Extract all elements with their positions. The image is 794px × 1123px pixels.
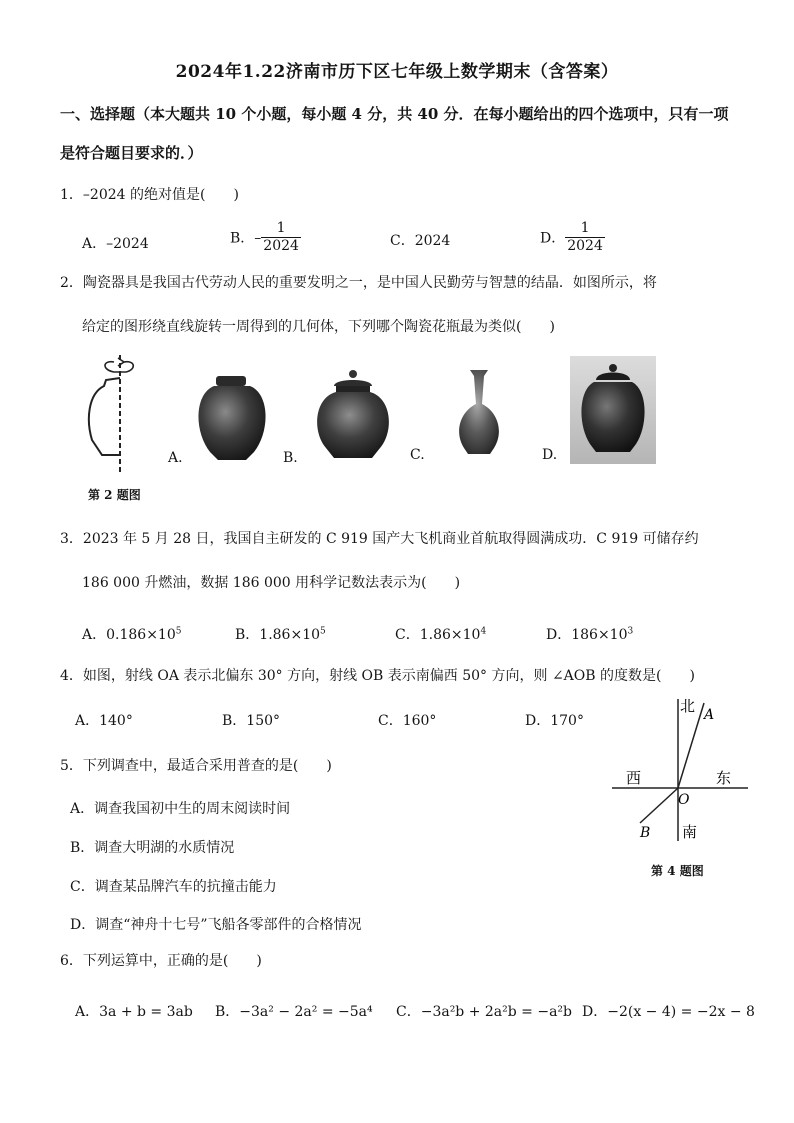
q5-stem: 5．下列调查中，最适合采用普查的是( ) [60, 758, 332, 774]
q5-option-a: A．调查我国初中生的周末阅读时间 [70, 801, 291, 817]
q1-option-c: C．2024 [390, 233, 451, 249]
q2-rotation-figure [80, 350, 140, 475]
fraction-numerator: 1 [580, 220, 590, 236]
q4-option-c: C．160° [378, 713, 437, 729]
q3-stem-line1: 3．2023 年 5 月 28 日，我国自主研发的 C 919 国产大飞机商业首航取得圆满成功．C 919 可储存约 [60, 531, 699, 547]
q6-option-b: B．−3a² − 2a² = −5a⁴ [215, 1004, 373, 1020]
ray-ob [640, 788, 678, 823]
q5-option-c: C．调查某品牌汽车的抗撞击能力 [70, 879, 277, 895]
q1-stem: 1．–2024 的绝对值是( ) [60, 187, 239, 203]
q3-option-b-base: B．1.86×10 [235, 627, 321, 643]
q1-option-b-fraction [261, 220, 301, 255]
q2-option-c: C. [410, 447, 425, 463]
q5-option-d: D．调查“神舟十七号”飞船各零部件的合格情况 [70, 917, 362, 933]
fraction-denominator: 2024 [263, 238, 299, 254]
label-b: B [640, 825, 651, 841]
q1-option-a: A．–2024 [82, 236, 149, 252]
south-label: 南 [682, 823, 698, 841]
section-header-line1: 一、选择题（本大题共 10 个小题，每小题 4 分，共 40 分．在每小题给出的四个选项中，只有一项 [60, 105, 729, 123]
q4-figure-caption: 第 4 题图 [651, 864, 704, 878]
west-label: 西 [626, 769, 642, 787]
q3-option-a [82, 624, 181, 644]
ray-oa [678, 703, 704, 788]
north-label: 北 [680, 697, 696, 715]
q6-option-c: C．−3a²b + 2a²b = −a²b [396, 1004, 573, 1020]
q4-stem: 4．如图，射线 OA 表示北偏东 30° 方向，射线 OB 表示南偏西 50° 方向，则 ∠AOB 的度数是( ) [60, 668, 695, 684]
q1-option-b [230, 220, 301, 255]
vase-a-image [192, 372, 272, 464]
q2-stem-line2: 给定的图形绕直线旋转一周得到的几何体，下列哪个陶瓷花瓶最为类似( ) [82, 319, 555, 335]
east-label: 东 [716, 769, 732, 787]
q5-option-b: B．调查大明湖的水质情况 [70, 840, 235, 856]
q2-stem-line1: 2．陶瓷器具是我国古代劳动人民的重要发明之一，是中国人民勤劳与智慧的结晶．如图所示，将 [60, 275, 657, 291]
fraction-numerator: 1 [276, 220, 286, 236]
q3-option-c-exponent: 4 [480, 626, 487, 637]
q1-option-d-fraction [565, 220, 605, 255]
q3-option-d-base: D．186×10 [546, 627, 628, 643]
fraction-denominator: 2024 [567, 238, 603, 254]
q4-option-a: A．140° [75, 713, 133, 729]
q1-option-b-prefix: B．– [230, 230, 262, 247]
q3-stem-line2: 186 000 升燃油，数据 186 000 用科学记数法表示为( ) [82, 575, 461, 591]
vase-c-image [448, 368, 510, 460]
q3-option-d-exponent: 3 [627, 626, 634, 637]
vase-b-image [312, 370, 394, 464]
q4-option-b: B．150° [222, 713, 281, 729]
q2-option-d: D. [542, 447, 558, 463]
q6-stem: 6．下列运算中，正确的是( ) [60, 953, 262, 969]
q3-option-c-base: C．1.86×10 [395, 627, 481, 643]
q1-option-d [540, 220, 605, 255]
q1-option-d-prefix: D． [540, 230, 566, 247]
q3-option-b-exponent: 5 [320, 626, 326, 637]
q2-option-a: A. [168, 450, 183, 466]
q6-option-a: A．3a + b = 3ab [75, 1004, 193, 1020]
q6-option-d: D．−2(x − 4) = −2x − 8 [582, 1004, 755, 1020]
document-title: 2024年1.22济南市历下区七年级上数学期末（含答案） [175, 62, 619, 82]
q3-option-c [395, 624, 486, 644]
vase-d-image [570, 356, 656, 464]
q2-option-b: B. [283, 450, 298, 466]
q3-option-a-base: A．0.186×10 [82, 627, 176, 643]
label-a: A [704, 707, 715, 723]
q2-figure-caption: 第 2 题图 [88, 488, 141, 502]
q4-option-d: D．170° [525, 713, 584, 729]
q3-option-a-exponent: 5 [175, 626, 182, 637]
section-header-line2: 是符合题目要求的．） [60, 144, 203, 162]
label-o: O [678, 792, 690, 808]
q3-option-b [235, 624, 326, 644]
q4-direction-figure [608, 695, 754, 845]
q3-option-d [546, 624, 633, 644]
